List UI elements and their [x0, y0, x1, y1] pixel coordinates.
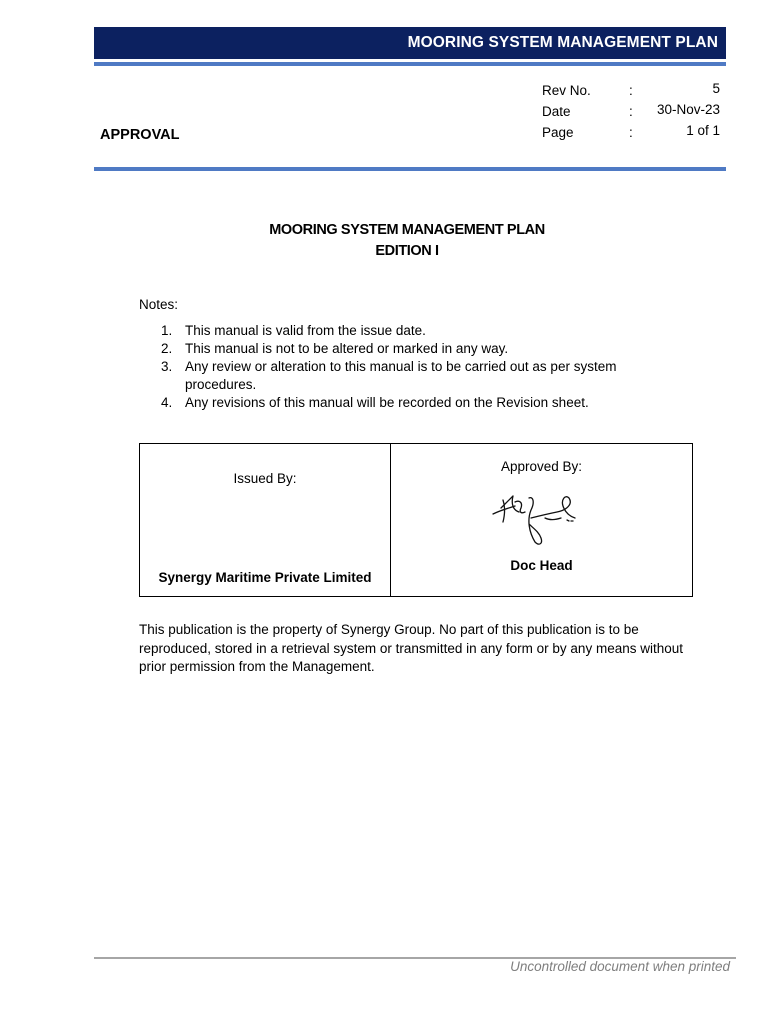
header-bar: [94, 27, 726, 59]
section-rule: [94, 167, 726, 171]
footer-note: Uncontrolled document when printed: [510, 959, 730, 974]
notes-list: [161, 322, 661, 412]
meta-label: Page: [542, 125, 574, 140]
meta-row-page: [542, 125, 722, 146]
meta-colon: :: [629, 104, 633, 119]
note-item: [161, 340, 661, 358]
meta-row-date: [542, 104, 722, 125]
note-item: [161, 322, 661, 340]
document-edition: EDITION I: [375, 243, 439, 259]
notes-label: Notes:: [139, 297, 179, 312]
note-text: This manual is valid from the issue date.: [185, 323, 426, 338]
note-text: This manual is not to be altered or marked in any way.: [185, 341, 509, 356]
section-label: APPROVAL: [100, 127, 180, 143]
issued-by-cell: [140, 444, 391, 596]
meta-colon: :: [629, 125, 633, 140]
issuer-name: Synergy Maritime Private Limited: [158, 570, 372, 585]
document-meta: [542, 83, 722, 146]
meta-label: Rev No.: [542, 83, 591, 98]
disclaimer-text: This publication is the property of Synergy Group. No part of this publication is to be reproduced, stored in a retrieval system or transmitted in any form or by any means without prior permission from the Management.: [139, 622, 683, 674]
note-number: 2.: [161, 341, 173, 356]
approved-by-cell: [391, 444, 692, 596]
approval-table: [139, 443, 693, 597]
approved-by-label: Approved By:: [500, 459, 583, 474]
issued-by-label: Issued By:: [233, 471, 297, 486]
note-number: 1.: [161, 323, 173, 338]
rev-number: 5: [712, 81, 720, 96]
note-number: 4.: [161, 395, 173, 410]
page-value: 1 of 1: [686, 123, 720, 138]
meta-row-rev: [542, 83, 722, 104]
note-item: [161, 358, 661, 394]
meta-colon: :: [629, 83, 633, 98]
document-title: MOORING SYSTEM MANAGEMENT PLAN: [269, 222, 545, 238]
header-rule: [94, 62, 726, 66]
header-title: MOORING SYSTEM MANAGEMENT PLAN: [407, 34, 718, 51]
note-text: Any revisions of this manual will be recorded on the Revision sheet.: [185, 395, 589, 410]
signature-image: [491, 488, 579, 550]
approver-name: Doc Head: [510, 558, 573, 573]
date-value: 30-Nov-23: [656, 102, 720, 117]
note-number: 3.: [161, 359, 173, 374]
meta-label: Date: [542, 104, 571, 119]
note-item: [161, 394, 661, 412]
note-text: Any review or alteration to this manual is to be carried out as per system procedures.: [185, 359, 617, 392]
